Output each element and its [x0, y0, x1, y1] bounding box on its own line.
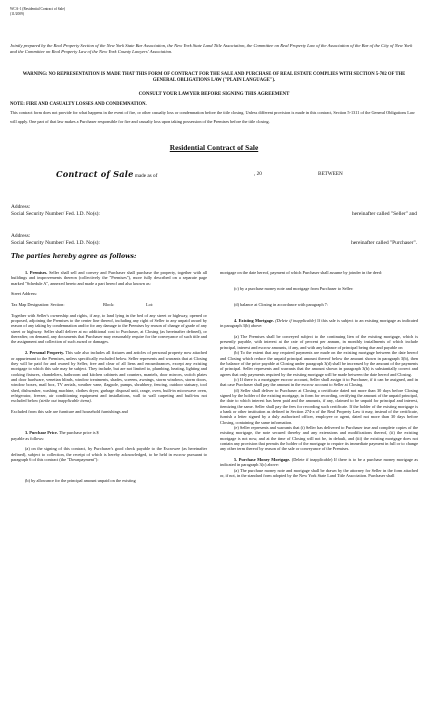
- purchase-price-a: (a) on the signing of this contract, by Purchaser's good check payable to the Escrowee (as hereinafter defined), subject to collection, the receipt of which is hereby acknowledged, to be held in escrow pursuant to paragraph 6 of this contract (the "Downpayment"):: [11, 446, 207, 463]
- purchase-price-d: (d) balance at Closing in accordance with paragraph 7:: [234, 302, 329, 308]
- between-label: BETWEEN: [318, 171, 343, 177]
- purchaser-called: hereinafter called "Purchaser".: [351, 240, 417, 246]
- purchaser-address-label: Address:: [11, 233, 31, 239]
- intro-paragraph: Jointly prepared by the Real Property Section of the New York State Bar Association, the New York State Land Title Association, the Committee on Real Property Law of the Association of the Bar of the City of New York and the Committee on Real Property Law of the New York County Lawyers' Association.: [10, 43, 413, 54]
- purchase-money-mortgage-body: (Delete if inapplicable) If there is to be a purchase money mortgage as indicated in paragraph 3(c) above:: [220, 457, 418, 468]
- existing-mortgage-body: If this sale is subject to an existing mortgage as indicated in paragraph 3(b) above:: [220, 318, 418, 329]
- purchaser-ssn-label: Social Security Number/ Fed. I.D. No(s):: [11, 240, 100, 246]
- paragraph-premises: [11, 270, 207, 286]
- left-column: [11, 270, 207, 484]
- purchase-price-b: (b) by allowance for the principal amount unpaid on the existing: [25, 478, 136, 484]
- purchase-price-body: The purchase price is $: [58, 430, 99, 436]
- existing-mortgage-heading: 4. Existing Mortgage.: [234, 318, 274, 324]
- personal-property-body: This sale also includes all fixtures and articles of personal property now attached or appurtenant to the Premises, unless specifically excluded below. Seller represents and warrants that at Closing they will be paid for and owned by Seller, free and clear of all liens and encumbrances, except any existing mortgage to which this sale may be subject. They include, but are not limited to, plumbing, heating, lighting and cooking fixtures, chandeliers, bathroom and kitchen cabinets and counters, mantels, door mirrors, switch plates and door hardware, venetian blinds, window treatments, shades, screens, awnings, storm windows, storm doors, window boxes, mail box, TV aerials, weather vane, flagpole, pumps, shrubbery, fencing, outdoor statuary, tool shed, dishwasher, washing machine, clothes dryer, garbage disposal unit, range, oven, built-in microwave oven, refrigerator, freezer, air conditioning equipment and installations, wall to wall carpeting and built-ins not excluded below: [11, 350, 207, 404]
- premises-heading: 1. Premises.: [25, 270, 48, 275]
- right-column: [220, 270, 418, 478]
- tax-map-label: Tax Map Designation: Section:: [11, 302, 65, 308]
- paragraph-personal-property: [11, 350, 207, 403]
- paragraph-purchase-money-mortgage: [220, 457, 418, 468]
- strike-out-note: (strike out inapplicable items).: [39, 398, 92, 404]
- block-label: Block:: [103, 302, 115, 308]
- premises-more: Together with Seller's ownership and rights, if any, to land lying in the bed of any street or highway, opened or proposed, adjoining the Premises to the center line thereof, including any right of Seller to any unpaid award by reason of any taking by condemnation and/or for any damage to the Premises by reason of change of grade of any street or highway. Seller shall deliver at no additional cost to Purchaser, at Closing (as hereinafter defined), or thereafter, on demand, any documents that Purchaser may reasonably require for the conveyance of such title and the assignment and collection of such award or damages.: [11, 312, 207, 345]
- contract-of-sale-heading: Contract of Sale: [56, 169, 134, 179]
- payable-as-follows: payable as follows:: [11, 435, 45, 441]
- lot-label: Lot:: [146, 302, 154, 308]
- form-date: (11/2009): [10, 12, 25, 16]
- excluded-items: Excluded from this sale are furniture and household furnishings and: [11, 408, 128, 414]
- personal-property-heading: 2. Personal Property.: [25, 350, 65, 356]
- consult-lawyer-notice: CONSULT YOUR LAWYER BEFORE SIGNING THIS AGREEMENT: [138, 92, 290, 97]
- existing-mortgage-d: (d) Seller shall deliver to Purchaser at Closing a certificate dated not more than 30 days before Closing signed by the holder of the existing mortgage, in form for recording, certifying the amount of the unpaid principal, the date to which interest has been paid and the amounts, if any, claimed to be unpaid for principal and interest, itemizing the same. Seller shall pay the fees for recording such certificate. If the holder of the existing mortgage is a bank or other institution as defined in Section 274-a of the Real Property Law it may, instead of the certificate, furnish a letter signed by a duly authorized officer, employee or agent, dated not more than 30 days before Closing, containing the same information.: [220, 387, 418, 425]
- made-as-of-label: made as of: [134, 173, 158, 179]
- document-title: Residential Contract of Sale: [169, 143, 259, 152]
- purchase-money-mortgage-heading: 5. Purchase Money Mortgage.: [234, 457, 291, 463]
- existing-mortgage-c: (c) If there is a mortgagee escrow account, Seller shall assign it to Purchaser, if it can be assigned, and in that case Purchaser shall pay the amount in the escrow account to Seller at Closing.: [220, 376, 418, 388]
- paragraph-existing-mortgage: [220, 318, 418, 329]
- warning-notice: WARNING: NO REPRESENTATION IS MADE THAT THIS FORM OF CONTRACT FOR THE SALE AND PURCHASE OF REAL ESTATE COMPLIES WITH SECTION 5-702 OF THE GENERAL OBLIGATIONS LAW ("PLAIN LANGUAGE").: [22, 72, 406, 83]
- existing-mortgage-assume: mortgage on the date hereof, payment of which Purchaser shall assume by joinder in the deed:: [220, 270, 383, 275]
- contract-line: [56, 169, 157, 179]
- contract-date-year: , 20: [254, 171, 262, 177]
- note-body: This contract form does not provide for what happens in the event of fire, or other casualty loss or condemnation before the title closing. Unless different provision is made in this contract, Section 5-1311 of the General Obligations Law will apply. One part of that law makes a Purchaser responsible for fire and casualty loss upon taking possession of the Premises before the title closing.: [10, 110, 415, 124]
- existing-mortgage-b: (b) To the extent that any required payments are made on the existing mortgage between the date hereof and Closing which reduce the unpaid principal amount thereof below the amount shown in paragraph 3(b), then the balance of the price payable at Closing under paragraph 3(d) shall be increased by the amount of the payments of principal. Seller represents and warrants that the amount shown in paragraph 3(b) is substantially correct and agrees that only payments required by the existing mortgage will be made between the date hereof and Closing.: [220, 350, 418, 377]
- note-heading: NOTE: FIRE AND CASUALTY LOSSES AND CONDEMNATION.: [10, 102, 147, 107]
- parties-agree-heading: The parties hereby agree as follows:: [11, 253, 137, 260]
- street-address-label: Street Address:: [11, 291, 38, 297]
- seller-address-label: Address:: [11, 204, 31, 210]
- existing-mortgage-e: (e) Seller represents and warrants that (i) Seller has delivered to Purchaser true and complete copies of the existing mortgage, the note secured thereby and any extensions and modifications thereof, (ii) the existing mortgage is not now, and at the time of Closing will not be, in default, and (iii) the existing mortgage does not contain any provision that permits the holder of the mortgage to require its immediate payment in full or to change any other term thereof by reason of the sale or conveyance of the Premises.: [220, 424, 418, 452]
- existing-mortgage-a: (a) The Premises shall be conveyed subject to the continuing lien of the existing mortgage, which is presently payable, with interest at the rate of percent per annum, in monthly installments of which include principal, interest and escrow amounts, if any, and with any balance of principal being due and payable on: [220, 334, 418, 350]
- tax-map-row: [11, 302, 207, 307]
- form-code: WCA-1 (Residential Contract of Sale): [10, 7, 66, 11]
- premises-body: Seller shall sell and convey and Purchaser shall purchase the property, together with all buildings and improvements thereon (collectively the "Premises"), more fully described on a separate page marked "Schedule A", annexed hereto and made a part hereof and also known as:: [11, 270, 208, 286]
- purchase-money-mortgage-a: (a) The purchase money note and mortgage shall be drawn by the attorney for Seller in the form attached or, if not, in the standard form adopted by the New York State Land Title Association. Purchaser shall: [220, 467, 418, 479]
- seller-ssn-label: Social Security Number/ Fed. I.D. No(s):: [11, 211, 100, 217]
- delete-if-inapplicable: (Delete if inapplicable): [275, 318, 316, 324]
- purchase-price-heading: 3. Purchase Price.: [25, 430, 58, 436]
- purchase-price-c: (c) by a purchase money note and mortgage from Purchaser to Seller:: [234, 286, 354, 292]
- seller-called: hereinafter called "Seller" and: [351, 211, 417, 217]
